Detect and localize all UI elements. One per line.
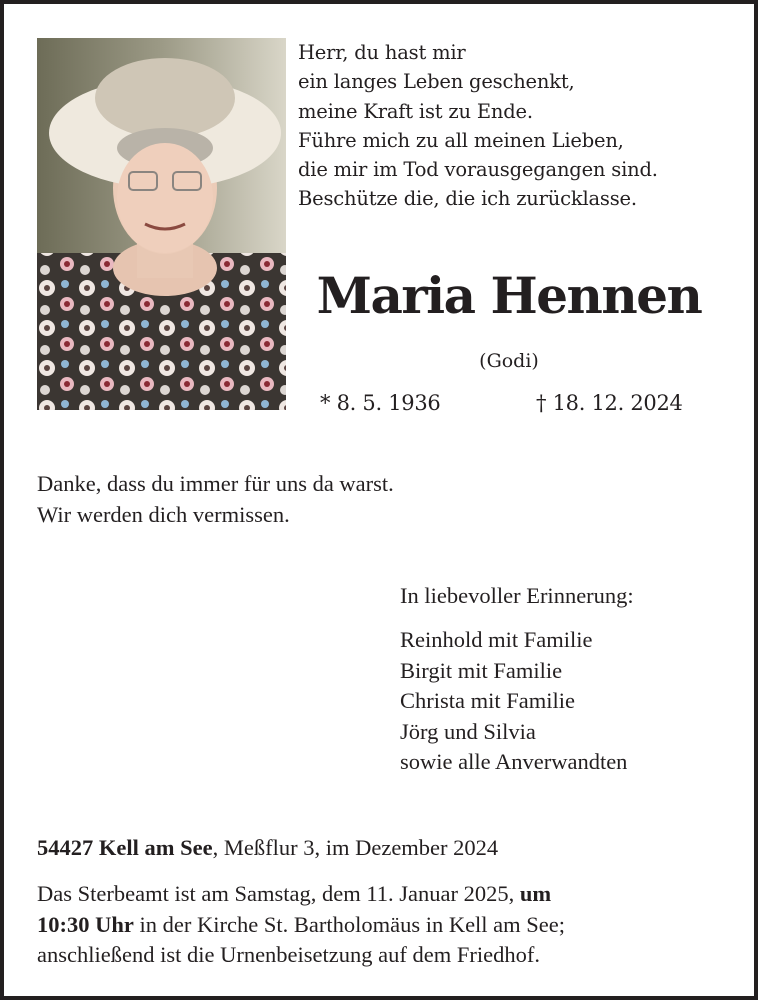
portrait-photo: [37, 38, 286, 410]
family-member: Christa mit Familie: [400, 688, 575, 713]
service-time-bold: um: [519, 881, 552, 906]
memory-heading: In liebevoller Erinnerung:: [400, 583, 634, 608]
family-list: [400, 625, 627, 778]
service-text: in der Kirche St. Bartholomäus in Kell am See;: [133, 911, 566, 937]
address-line: [37, 833, 498, 864]
service-line-2: [37, 910, 737, 941]
poem-line: meine Kraft ist zu Ende.: [298, 99, 533, 123]
family-member: Jörg und Silvia: [400, 718, 536, 744]
death-date: † 18. 12. 2024: [536, 391, 683, 415]
deceased-nickname: (Godi): [479, 350, 539, 372]
service-text: Das Sterbeamt ist am Samstag, dem 11. Januar 2025,: [37, 881, 520, 906]
address-rest: , Meßflur 3, im Dezember 2024: [212, 835, 499, 860]
family-member: Birgit mit Familie: [400, 657, 563, 683]
service-line-1: [37, 879, 737, 910]
service-time-bold: 10:30 Uhr: [37, 911, 134, 937]
thanks-line: Danke, dass du immer für uns da warst.: [37, 471, 394, 496]
poem-line: Führe mich zu all meinen Lieben,: [298, 128, 624, 152]
family-member: sowie alle Anverwandten: [400, 749, 628, 774]
deceased-name: Maria Hennen: [316, 266, 702, 325]
poem-line: ein langes Leben geschenkt,: [298, 70, 575, 94]
family-member: Reinhold mit Familie: [400, 627, 593, 652]
portrait-image-icon: [37, 38, 286, 410]
birth-date: * 8. 5. 1936: [320, 391, 441, 415]
thanks-line: Wir werden dich vermissen.: [37, 501, 290, 527]
address-place: 54427 Kell am See: [37, 835, 213, 860]
service-info: [37, 879, 737, 971]
service-line-3: anschließend ist die Urnenbeisetzung auf dem Friedhof.: [37, 942, 540, 967]
poem-line: die mir im Tod vorausgegangen sind.: [298, 158, 658, 182]
poem-line: Beschütze die, die ich zurücklasse.: [298, 187, 637, 211]
thanks-message: [37, 469, 394, 530]
poem-line: Herr, du hast mir: [298, 41, 466, 64]
poem: [298, 38, 658, 214]
